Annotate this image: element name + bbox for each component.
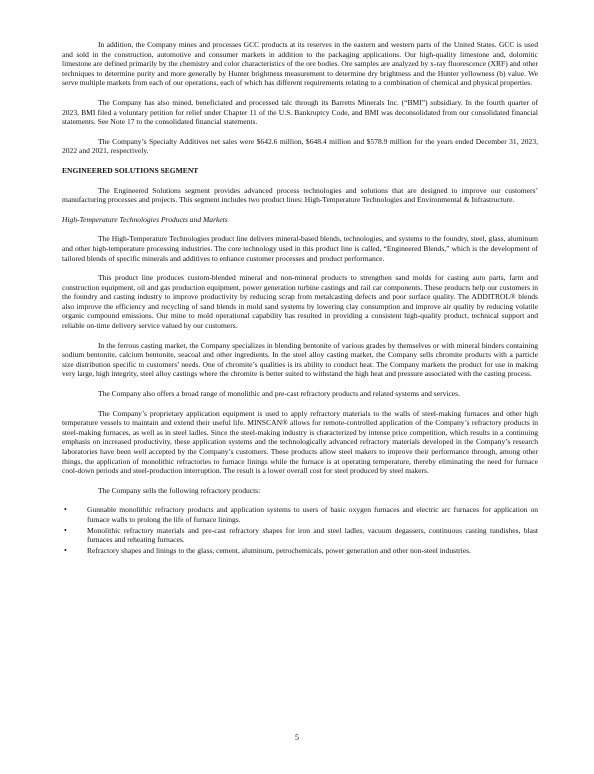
section-heading: ENGINEERED SOLUTIONS SEGMENT — [62, 165, 199, 175]
list-item-text: Gunnable monolithic refractory products and application systems to users of basic oxygen furnaces and electric arc furnaces for application on furnace walls to prolong the life of furnace linings. — [87, 505, 538, 524]
subsection-heading: High-Temperature Technologies Products and Markets — [62, 214, 228, 224]
bullet-icon: • — [64, 545, 67, 555]
paragraph-refractory-products-intro: The Company sells the following refractory products: — [98, 485, 261, 495]
document-page — [62, 40, 538, 556]
paragraph-refractory-offering: The Company also offers a broad range of monolithic and pre-cast refractory products and related systems and services. — [98, 389, 460, 399]
bullet-icon: • — [64, 525, 67, 535]
list-item — [62, 546, 538, 556]
paragraph-talc-bmi: The Company has also mined, beneficiated and processed talc through its Barretts Minerals Inc. (“BMI”) subsidiary. In the fourth quarter of 2023, BMI filed a voluntary petition for relief under Chapter 11 of the U.S. Bankruptcy Code, and BMI was deconsolidated from our consolidated financial statements. See Note 17 to the consolidated financial statements. — [62, 97, 538, 127]
refractory-products-list — [62, 505, 538, 555]
list-item-text: Refractory shapes and linings to the glass, cement, aluminum, petrochemicals, power generation and other non-steel industries. — [87, 545, 471, 555]
paragraph-engineered-solutions: The Engineered Solutions segment provides advanced process technologies and solutions that are designed to improve our customers’ manufacturing processes and projects. This segment includes two product lines: High-Temperature Technologies and Environmental & Infrastructure. — [62, 185, 538, 205]
page-number: 5 — [295, 733, 299, 742]
list-item — [62, 505, 538, 524]
list-item — [62, 526, 538, 545]
paragraph-specialty-additives-sales: The Company’s Specialty Additives net sales were $642.6 million, $648.4 million and $578.9 million for the years ended December 31, 2023, 2022 and 2021, respectively. — [62, 136, 538, 156]
bullet-icon: • — [64, 505, 67, 515]
paragraph-ferrous-casting: In the ferrous casting market, the Company specializes in blending bentonite of various grades by themselves or with mineral binders containing sodium bentonite, calcium bentonite, seacoal and other ingredients. In the steel alloy casting market, the Company sells chromite products with a particle size distribution specific to customers’ needs. One of chromite’s qualities is its ability to conduct heat. The Company markets the product for use in making very large, high integrity, steel alloy castings where the chromite is better suited to withstand the high heat and pressure associated with the casting process. — [62, 340, 538, 379]
paragraph-custom-blended-products: This product line produces custom-blended mineral and non-mineral products to strengthen sand molds for casting auto parts, farm and construction equipment, oil and gas production equipment, power generation turbine castings and rail car components. These products help our customers in the foundry and casting industry to improve productivity by reducing scrap from metalcasting defects and poor surface quality. The ADDITROL® blends also improve the efficiency and recycling of sand blends in mold sand systems by lowering clay consumption and improve air quality by reducing volatile organic compound emissions. Our mine to mold operational capability has resulted in providing a consistent high-quality product, technical support and reliable on-time delivery service valued by our customers. — [62, 273, 538, 331]
list-item-text: Monolithic refractory materials and pre-cast refractory shapes for iron and steel ladles, vacuum degassers, continuous casting tundishes, blast furnaces and reheating furnaces. — [87, 525, 538, 545]
paragraph-high-temperature-technologies: The High-Temperature Technologies product line delivers mineral-based blends, technologies, and systems to the foundry, steel, glass, aluminum and other high-temperature processing industries. The core technology used in this product line is called, “Engineered Blends,” which is the development of tailored blends of specific minerals and additives to enhance customer processes and product performance. — [62, 234, 538, 263]
paragraph-gcc-products: In addition, the Company mines and processes GCC products at its reserves in the eastern and western parts of the United States. GCC is used and sold in the construction, automotive and consumer markets in addition to the packaging applications. Our high-quality limestone and, dolomitic limestone are defined primarily by the chemistry and color characteristics of the ore bodies. Ore samples are analyzed by x-ray fluorescence (XRF) and other techniques to determine purity and more generally by Hunter brightness measurement to determine dry brightness and the Hunter yellowness (b) value. We serve multiple markets from each of our operations, each of which has different requirements relating to a combination of chemical and physical properties. — [62, 40, 538, 88]
paragraph-application-equipment: The Company’s proprietary application equipment is used to apply refractory materials to the walls of steel-making furnaces and other high temperature vessels to maintain and extend their useful life. MINSCAN® allows for remote-controlled application of the Company’s refractory products in steel-making furnaces, as well as in steel ladles. Since the steel-making industry is characterized by intense price competition, which results in a continuing emphasis on increased productivity, these application systems and the technologically advanced refractory materials developed in the Company’s research laboratories have been well accepted by the Company’s customers. These products allow steel makers to improve their performance through, among other things, the application of monolithic refractories to furnace linings while the furnace is at operating temperature, thereby eliminating the need for furnace cool-down periods and steel-production interruption. The result is a lower overall cost for steel produced by steel makers. — [62, 408, 538, 476]
